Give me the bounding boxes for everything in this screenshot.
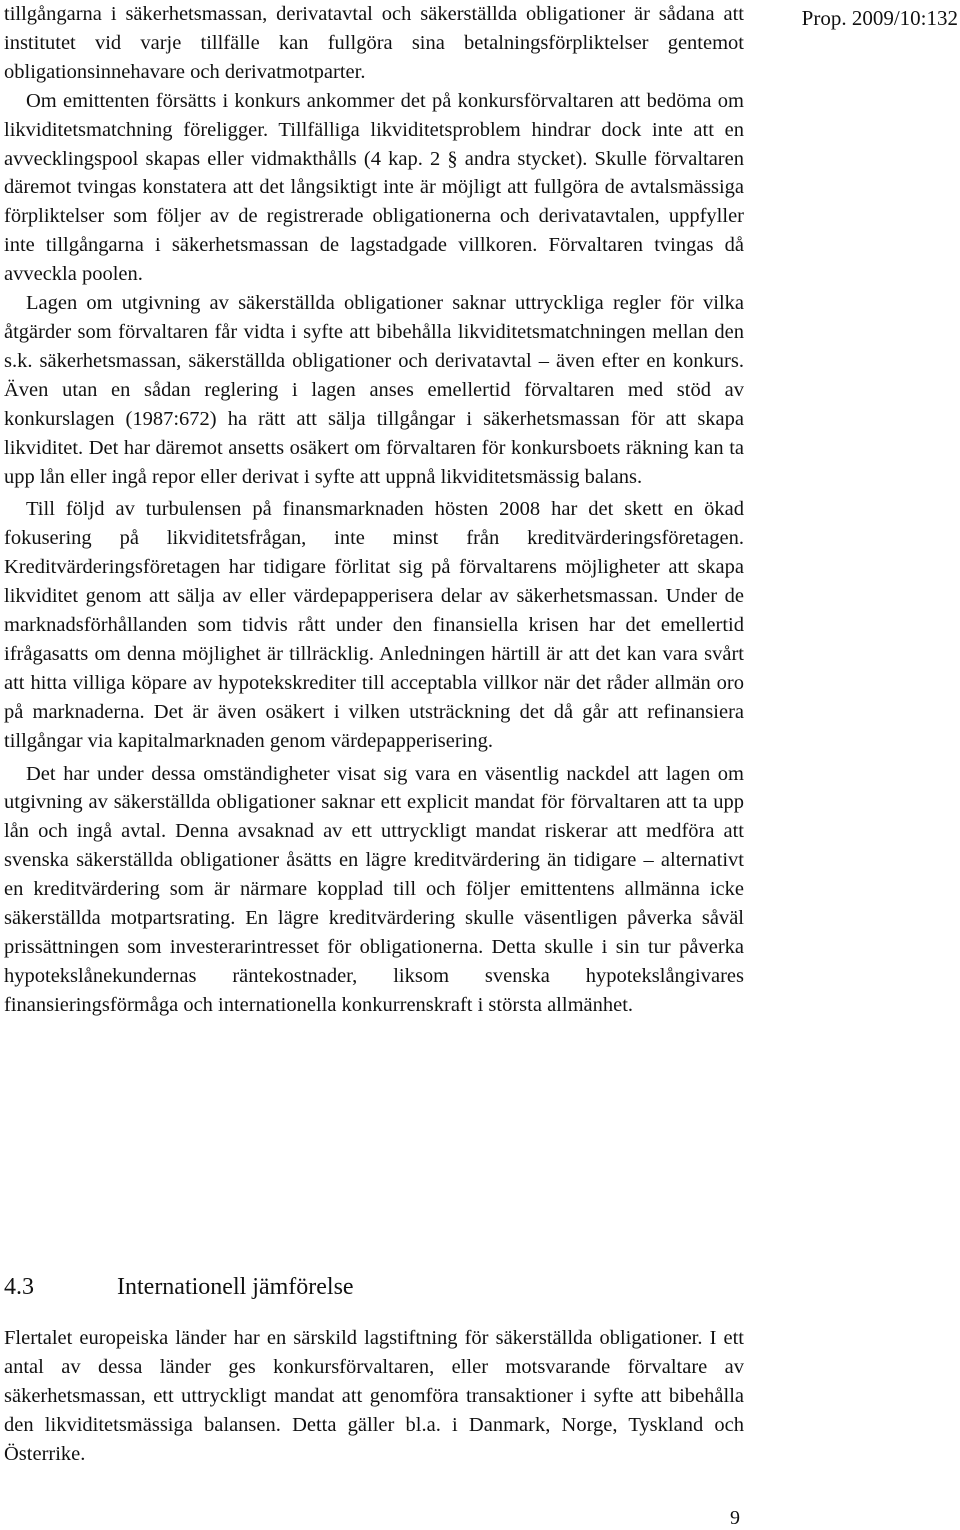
paragraph-vasentlig-nackdel: Det har under dessa omständigheter visat sig vara en väsentlig nackdel att lagen om utgivning av säkerställda obligationer saknar ett explicit mandat för förvaltaren att ta upp lån och ingå avtal. Denna avsaknad av ett uttryckligt mandat riskerar att medföra att svenska säkerställda obligationer åsätts en lägre kreditvärdering än tidigare – alternativt en kreditvärdering som är närmare kopplad till och följer emittentens allmänna icke säkerställda motpartsrating. En lägre kreditvärdering skulle väsentligen påverka såväl prissättningen som investerarintresset för obligationerna. Detta skulle i sin tur påverka hypotekslånekundernas räntekostnader, liksom svenska hypotekslångivares finansieringsförmåga och internationella konkurrenskraft i största allmänhet.	[4, 762, 744, 1016]
paragraph-continuation: tillgångarna i säkerhetsmassan, derivatavtal och säkerställda obligationer är sådana att institutet vid varje tillfälle kan fullgöra sina betalningsförpliktelser gentemot obligationsinnehavare och derivatmotparter.	[4, 3, 744, 83]
section-heading	[4, 1272, 744, 1302]
page-number: 9	[730, 1507, 740, 1529]
paragraph-turbulensen: Till följd av turbulensen på finansmarknaden hösten 2008 har det skett en ökad fokusering på likviditetsfrågan, inte minst från kreditvärderingsföretagen. Kreditvärderingsföretagen har tidigare förlitat sig på förvaltarens möjligheter att skapa likviditet genom att sälja av eller värdepapperisera delar av säkerhetsmassan. Under de marknadsförhållanden som tidvis rått under den finansiella krisen har det emellertid ifrågasatts om denna möjlighet är tillräcklig. Anledningen härtill är att det kan vara svårt att hitta villiga köpare av hypotekskrediter till acceptabla villkor när det råder allmän oro på marknaderna. Det är även osäkert i vilken utsträckning det då går att refinansiera tillgångar via kapitalmarknaden genom värdepapperisering.	[4, 498, 744, 752]
proposition-reference: Prop. 2009/10:132	[801, 6, 958, 30]
paragraph-lagen-om-utgivning: Lagen om utgivning av säkerställda obligationer saknar uttryckliga regler för vilka åtgärder som förvaltaren får vidta i syfte att bibehålla likviditetsmatchningen mellan den s.k. säkerhetsmassan, säkerställda obligationer och derivatavtal – även efter en konkurs. Även utan en sådan reglering i lagen anses emellertid förvaltaren med stöd av konkurslagen (1987:672) ha rätt att sälja tillgångar i säkerhetsmassan för att skapa likviditet. Det har däremot ansetts osäkert om förvaltaren för konkursboets räkning kan ta upp lån eller ingå repor eller derivat i syfte att uppnå likviditetsmässig balans.	[4, 292, 744, 488]
section-number: 4.3	[4, 1274, 34, 1300]
paragraph-konkursforvaltare: Om emittenten försätts i konkurs ankommer det på konkursförvaltaren att bedöma om likviditetsmatchning föreligger. Tillfälliga likviditetsproblem hindrar dock inte att en avvecklingspool skapas eller vidmakthålls (4 kap. 2 § andra stycket). Skulle förvaltaren däremot tvingas konstatera att det långsiktigt inte är möjligt att fullgöra de avtalsmässiga förpliktelser som följer av de registrerade obligationerna och derivatavtalen, uppfyller inte tillgångarna i säkerhetsmassan de lagstadgade villkoren. Förvaltaren tvingas då avveckla poolen.	[4, 89, 744, 286]
paragraph-internationell-jamforelse: Flertalet europeiska länder har en särskild lagstiftning för säkerställda obligationer. I ett antal av dessa länder ges konkursförvaltaren, eller motsvarande förvaltare av säkerhetsmassan, ett uttryckligt mandat att genomföra transaktioner i syfte att bibehålla den likviditetsmässiga balansen. Detta gäller bl.a. i Danmark, Norge, Tyskland och Österrike.	[4, 1327, 744, 1465]
section-body-text	[4, 1324, 744, 1469]
section-title: Internationell jämförelse	[117, 1274, 354, 1300]
main-body-text	[4, 0, 744, 1020]
